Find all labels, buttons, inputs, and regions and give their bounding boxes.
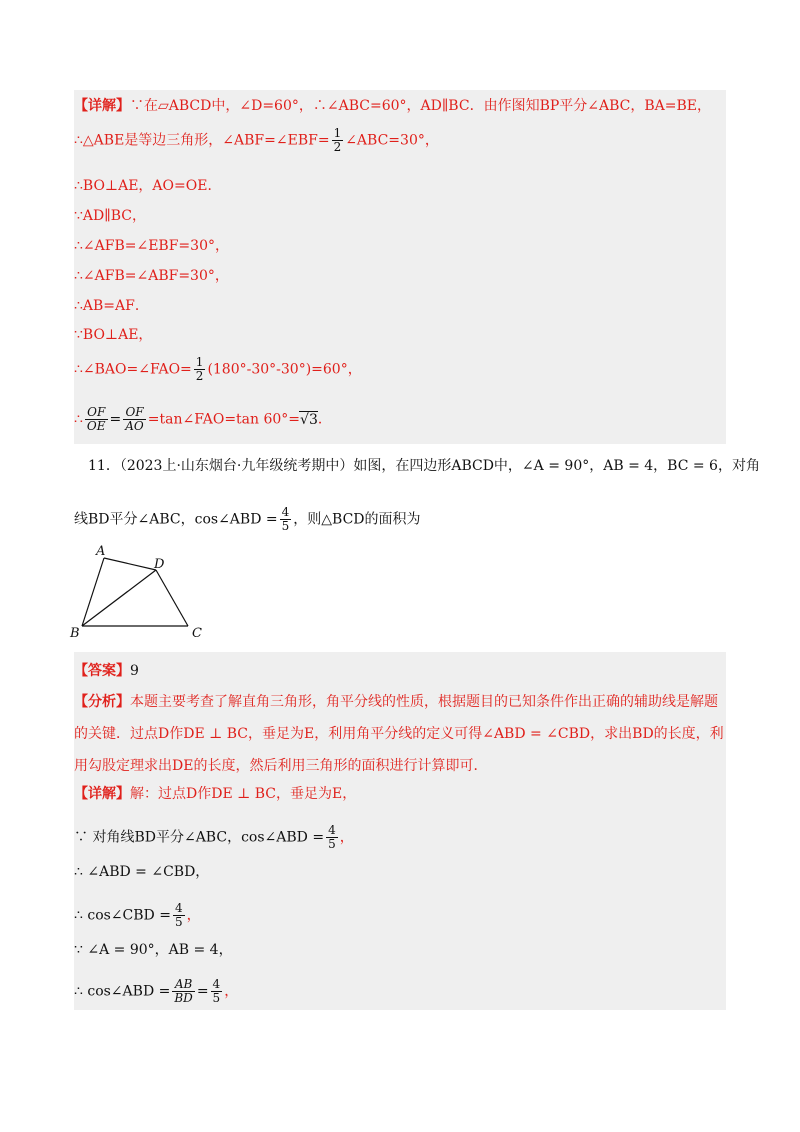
solution10-text-2b: ∠ABC=30°， (345, 132, 439, 149)
frac-den: AO (125, 419, 144, 433)
solution10-line-8: ∵BO⊥AE， (74, 327, 153, 343)
answer-label: 【答案】 (74, 663, 130, 679)
detail-label: 【详解】 (74, 98, 130, 114)
detail-line-3: ∴ ∠ABD = ∠CBD， (74, 864, 210, 880)
solution10-text-10: =tan∠FAO=tan 60°= (147, 411, 301, 428)
label-b: B (70, 626, 80, 640)
frac-num: 4 (328, 823, 336, 837)
solution10-line-5: ∴∠AFB=∠EBF=30°， (74, 238, 229, 254)
frac-den: 5 (174, 915, 183, 929)
detail-text-2a: ∵ 对角线BD平分∠ABC，cos∠ABD = (74, 829, 325, 846)
frac-den: OE (86, 419, 106, 433)
frac-num: OF (123, 406, 146, 420)
frac-den: 2 (195, 369, 204, 383)
problem11-text-2a: 线BD平分∠ABC，cos∠ABD = (74, 511, 278, 528)
frac-den: 5 (281, 519, 290, 533)
answer-value: 9 (130, 663, 139, 679)
label-d: D (154, 557, 165, 572)
frac-den: 2 (333, 140, 342, 154)
segment-ad (104, 558, 156, 570)
equals-2: = (196, 983, 209, 1000)
solution10-line-10 (74, 406, 726, 433)
detail-text-2b: ， (339, 829, 354, 846)
frac-num: 1 (195, 355, 204, 369)
answer-line (74, 661, 726, 681)
detail-line-4 (74, 902, 726, 929)
analysis-label: 【分析】 (74, 694, 130, 710)
solution10-line-6: ∴∠AFB=∠ABF=30°， (74, 268, 229, 284)
analysis-line-3: 用勾股定理求出DE的长度，然后利用三角形的面积进行计算即可． (74, 758, 488, 774)
period: ． (317, 411, 332, 428)
solution10-line-3: ∴BO⊥AE，AO=OE． (74, 178, 222, 194)
solution10-line-9 (74, 356, 726, 383)
detail-line-1 (74, 784, 726, 804)
fraction-four-fifths (280, 506, 292, 533)
frac-num: 4 (212, 977, 221, 991)
fraction-ab-bd (172, 978, 194, 1005)
quadrilateral-abcd-diagram (64, 540, 224, 640)
solution10-line-2 (74, 127, 726, 154)
equals: = (109, 411, 122, 428)
fraction-four-fifths-3 (173, 902, 185, 929)
fraction-four-fifths-2 (326, 824, 338, 851)
detail-text-6b: ， (224, 983, 239, 1000)
problem11-line-2 (74, 506, 726, 533)
detail-line-5: ∵ ∠A = 90°，AB = 4， (74, 942, 233, 958)
frac-num: AB (172, 978, 194, 992)
analysis-line-1 (74, 692, 726, 712)
detail-text-4b: ， (186, 907, 201, 924)
solution10-line-7: ∴AB=AF． (74, 298, 149, 314)
solution10-line-4: ∵AD∥BC， (74, 208, 146, 224)
solution10-line-1 (74, 96, 726, 116)
segment-dc (156, 570, 188, 626)
label-a: A (96, 544, 106, 559)
frac-den: 5 (328, 837, 336, 851)
detail-text-1: 解：过点D作DE ⊥ BC，垂足为E， (130, 786, 357, 802)
analysis-text-1: 本题主要考查了解直角三角形，角平分线的性质，根据题目的已知条件作出正确的辅助线是解题 (130, 694, 718, 710)
problem11-line-1: 11．（2023上·山东烟台·九年级统考期中）如图，在四边形ABCD中，∠A = 90°，AB = 4，BC = 6，对角 (88, 458, 760, 474)
analysis-line-2: 的关键．过点D作DE ⊥ BC，垂足为E，利用角平分线的定义可得∠ABD = ∠CBD，求出BD的长度，利 (74, 726, 724, 742)
fraction-of-ao (123, 406, 146, 433)
frac-num: 4 (281, 505, 290, 519)
sqrt-radicand: 3 (308, 411, 318, 428)
solution10-text-9a: ∴∠BAO=∠FAO= (74, 361, 192, 378)
fraction-four-fifths-4 (211, 978, 223, 1005)
therefore-symbol: ∴ (74, 411, 83, 428)
fraction-half-2 (194, 356, 206, 383)
detail-text-4a: ∴ cos∠CBD = (74, 907, 171, 924)
fraction-half (332, 127, 344, 154)
label-c: C (192, 626, 202, 640)
problem11-text-2b: ，则△BCD的面积为 (293, 511, 421, 528)
detail-line-6 (74, 978, 726, 1005)
frac-num: 4 (174, 901, 183, 915)
solution10-text-2a: ∴△ABE是等边三角形，∠ABF=∠EBF= (74, 132, 330, 149)
detail-text-6a: ∴ cos∠ABD = (74, 983, 171, 1000)
solution10-text-9b: (180°-30°-30°)=60°， (207, 361, 362, 378)
frac-den: BD (174, 991, 193, 1005)
frac-num: OF (85, 406, 108, 420)
frac-den: 5 (212, 991, 221, 1005)
detail-label-2: 【详解】 (74, 786, 130, 802)
segment-ab (82, 558, 104, 626)
segment-bd (82, 570, 156, 626)
detail-line-2 (74, 824, 726, 851)
solution10-text-1: ∵在▱ABCD中，∠D=60°，∴∠ABC=60°，AD∥BC．由作图知BP平分∠ABC，BA=BE， (130, 98, 712, 114)
sqrt-expression: √3 (300, 411, 318, 428)
frac-num: 1 (333, 126, 342, 140)
fraction-of-oe (85, 406, 108, 433)
